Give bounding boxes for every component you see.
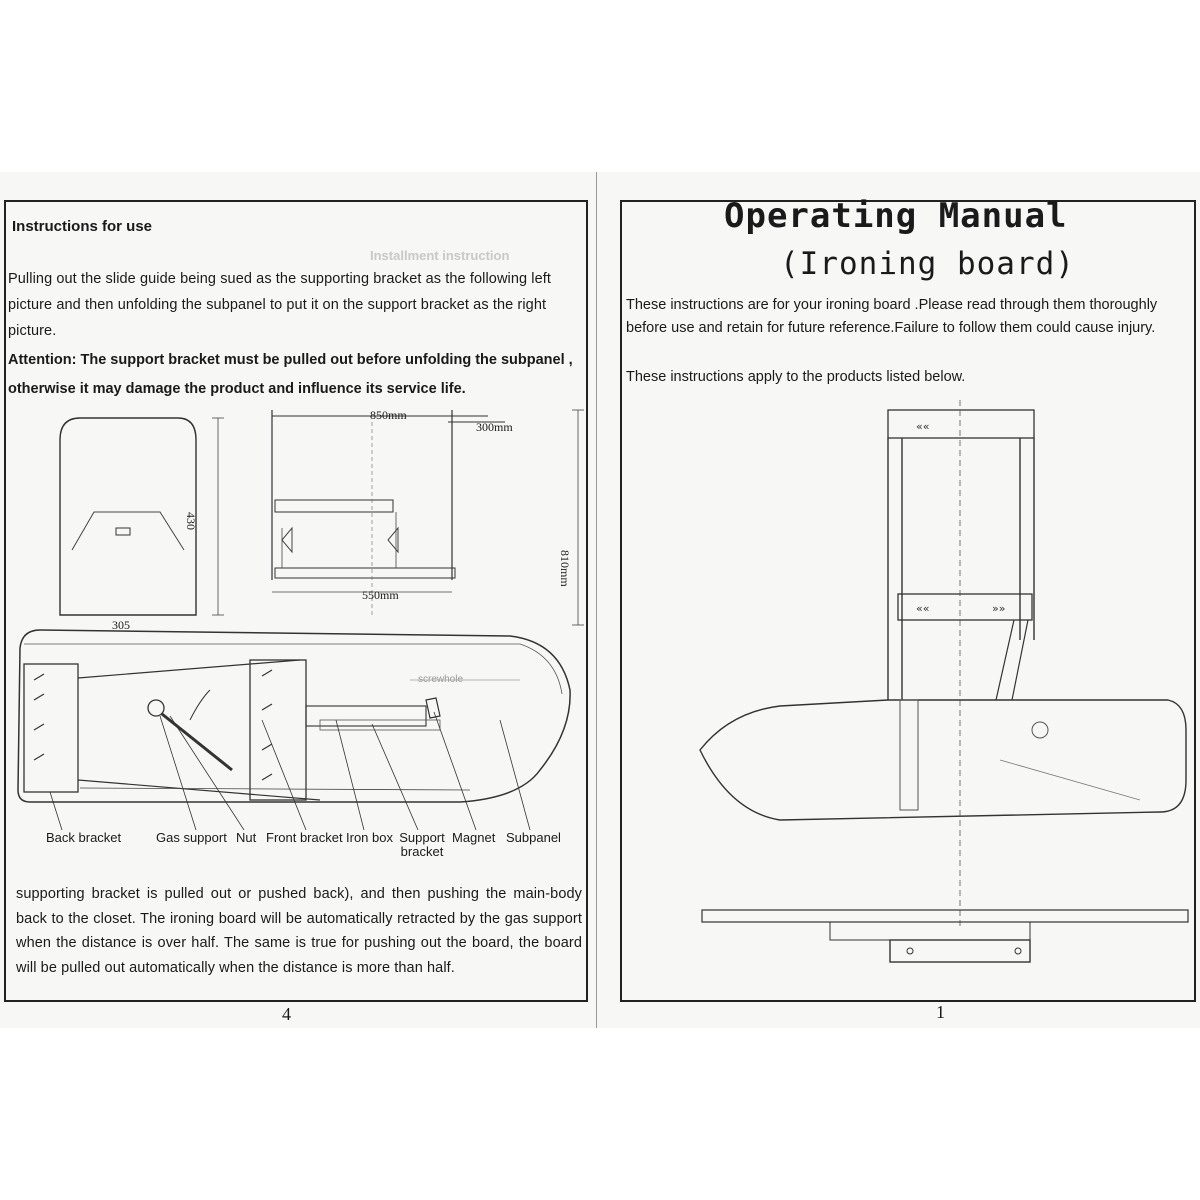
caption-gas-support: Gas support	[156, 830, 227, 845]
attention-note: Attention: The support bracket must be pulled out before unfolding the subpanel , otherwise it may damage the product and influence its service life.	[8, 352, 573, 397]
caption-nut: Nut	[236, 830, 257, 845]
screw-hole-label: screwhole	[418, 674, 464, 685]
closing-paragraph: supporting bracket is pulled out or pushed back), and then pushing the main-body back to the closet. The ironing board will be automatically retracted by the gas support when the distance is over half. The same is true for pushing out the board, the board will be pulled out automatically when the distance is more than half.	[16, 886, 582, 976]
caption-iron-box: Iron box	[346, 830, 393, 845]
caption-back-bracket: Back bracket	[46, 830, 122, 845]
intro-applies-note: These instructions apply to the products listed below.	[626, 369, 966, 385]
caption-support-bracket: Support bracket	[399, 830, 445, 859]
svg-text:««: ««	[916, 602, 930, 615]
dimension-850: 850mm	[370, 408, 407, 422]
installed-board-outline	[700, 700, 1186, 820]
dimension-300: 300mm	[476, 420, 513, 434]
dimension-810: 810mm	[558, 550, 572, 587]
intro-paragraph: These instructions are for your ironing board .Please read through them thoroughly before use and retain for future reference.Failure to follow them could cause injury.	[626, 297, 1158, 336]
caption-subpanel: Subpanel	[506, 830, 561, 845]
dimension-305: 305	[112, 618, 130, 632]
instructions-paragraph: Pulling out the slide guide being sued as the supporting bracket as the following left picture and then unfolding the subpanel to put it on the support bracket as the right picture.	[8, 271, 552, 339]
subpanel-board-outline	[18, 630, 570, 802]
ironing-board-assembly-drawing	[0, 620, 596, 830]
front-bracket-shape	[250, 660, 306, 800]
caption-front-bracket: Front bracket	[266, 830, 343, 845]
caption-magnet: Magnet	[452, 830, 496, 845]
dimension-430: 430	[184, 512, 198, 530]
manual-subtitle: (Ironing board)	[780, 246, 1075, 282]
back-bracket-shape	[24, 664, 78, 792]
manual-title: Operating Manual	[724, 196, 1068, 236]
ghost-heading: Installment instruction	[370, 248, 510, 263]
dimension-550: 550mm	[362, 588, 399, 602]
subpanel-outline-drawing	[60, 418, 196, 615]
svg-text:««: ««	[916, 420, 930, 433]
left-page-number: 4	[282, 1004, 291, 1024]
right-page-number: 1	[936, 1002, 945, 1022]
gas-support-shape	[162, 714, 232, 770]
page-gutter	[596, 172, 597, 1028]
ironing-board-installed-drawing	[620, 400, 1192, 980]
svg-text:»»: »»	[992, 602, 1006, 615]
instructions-heading: Instructions for use	[12, 218, 153, 235]
